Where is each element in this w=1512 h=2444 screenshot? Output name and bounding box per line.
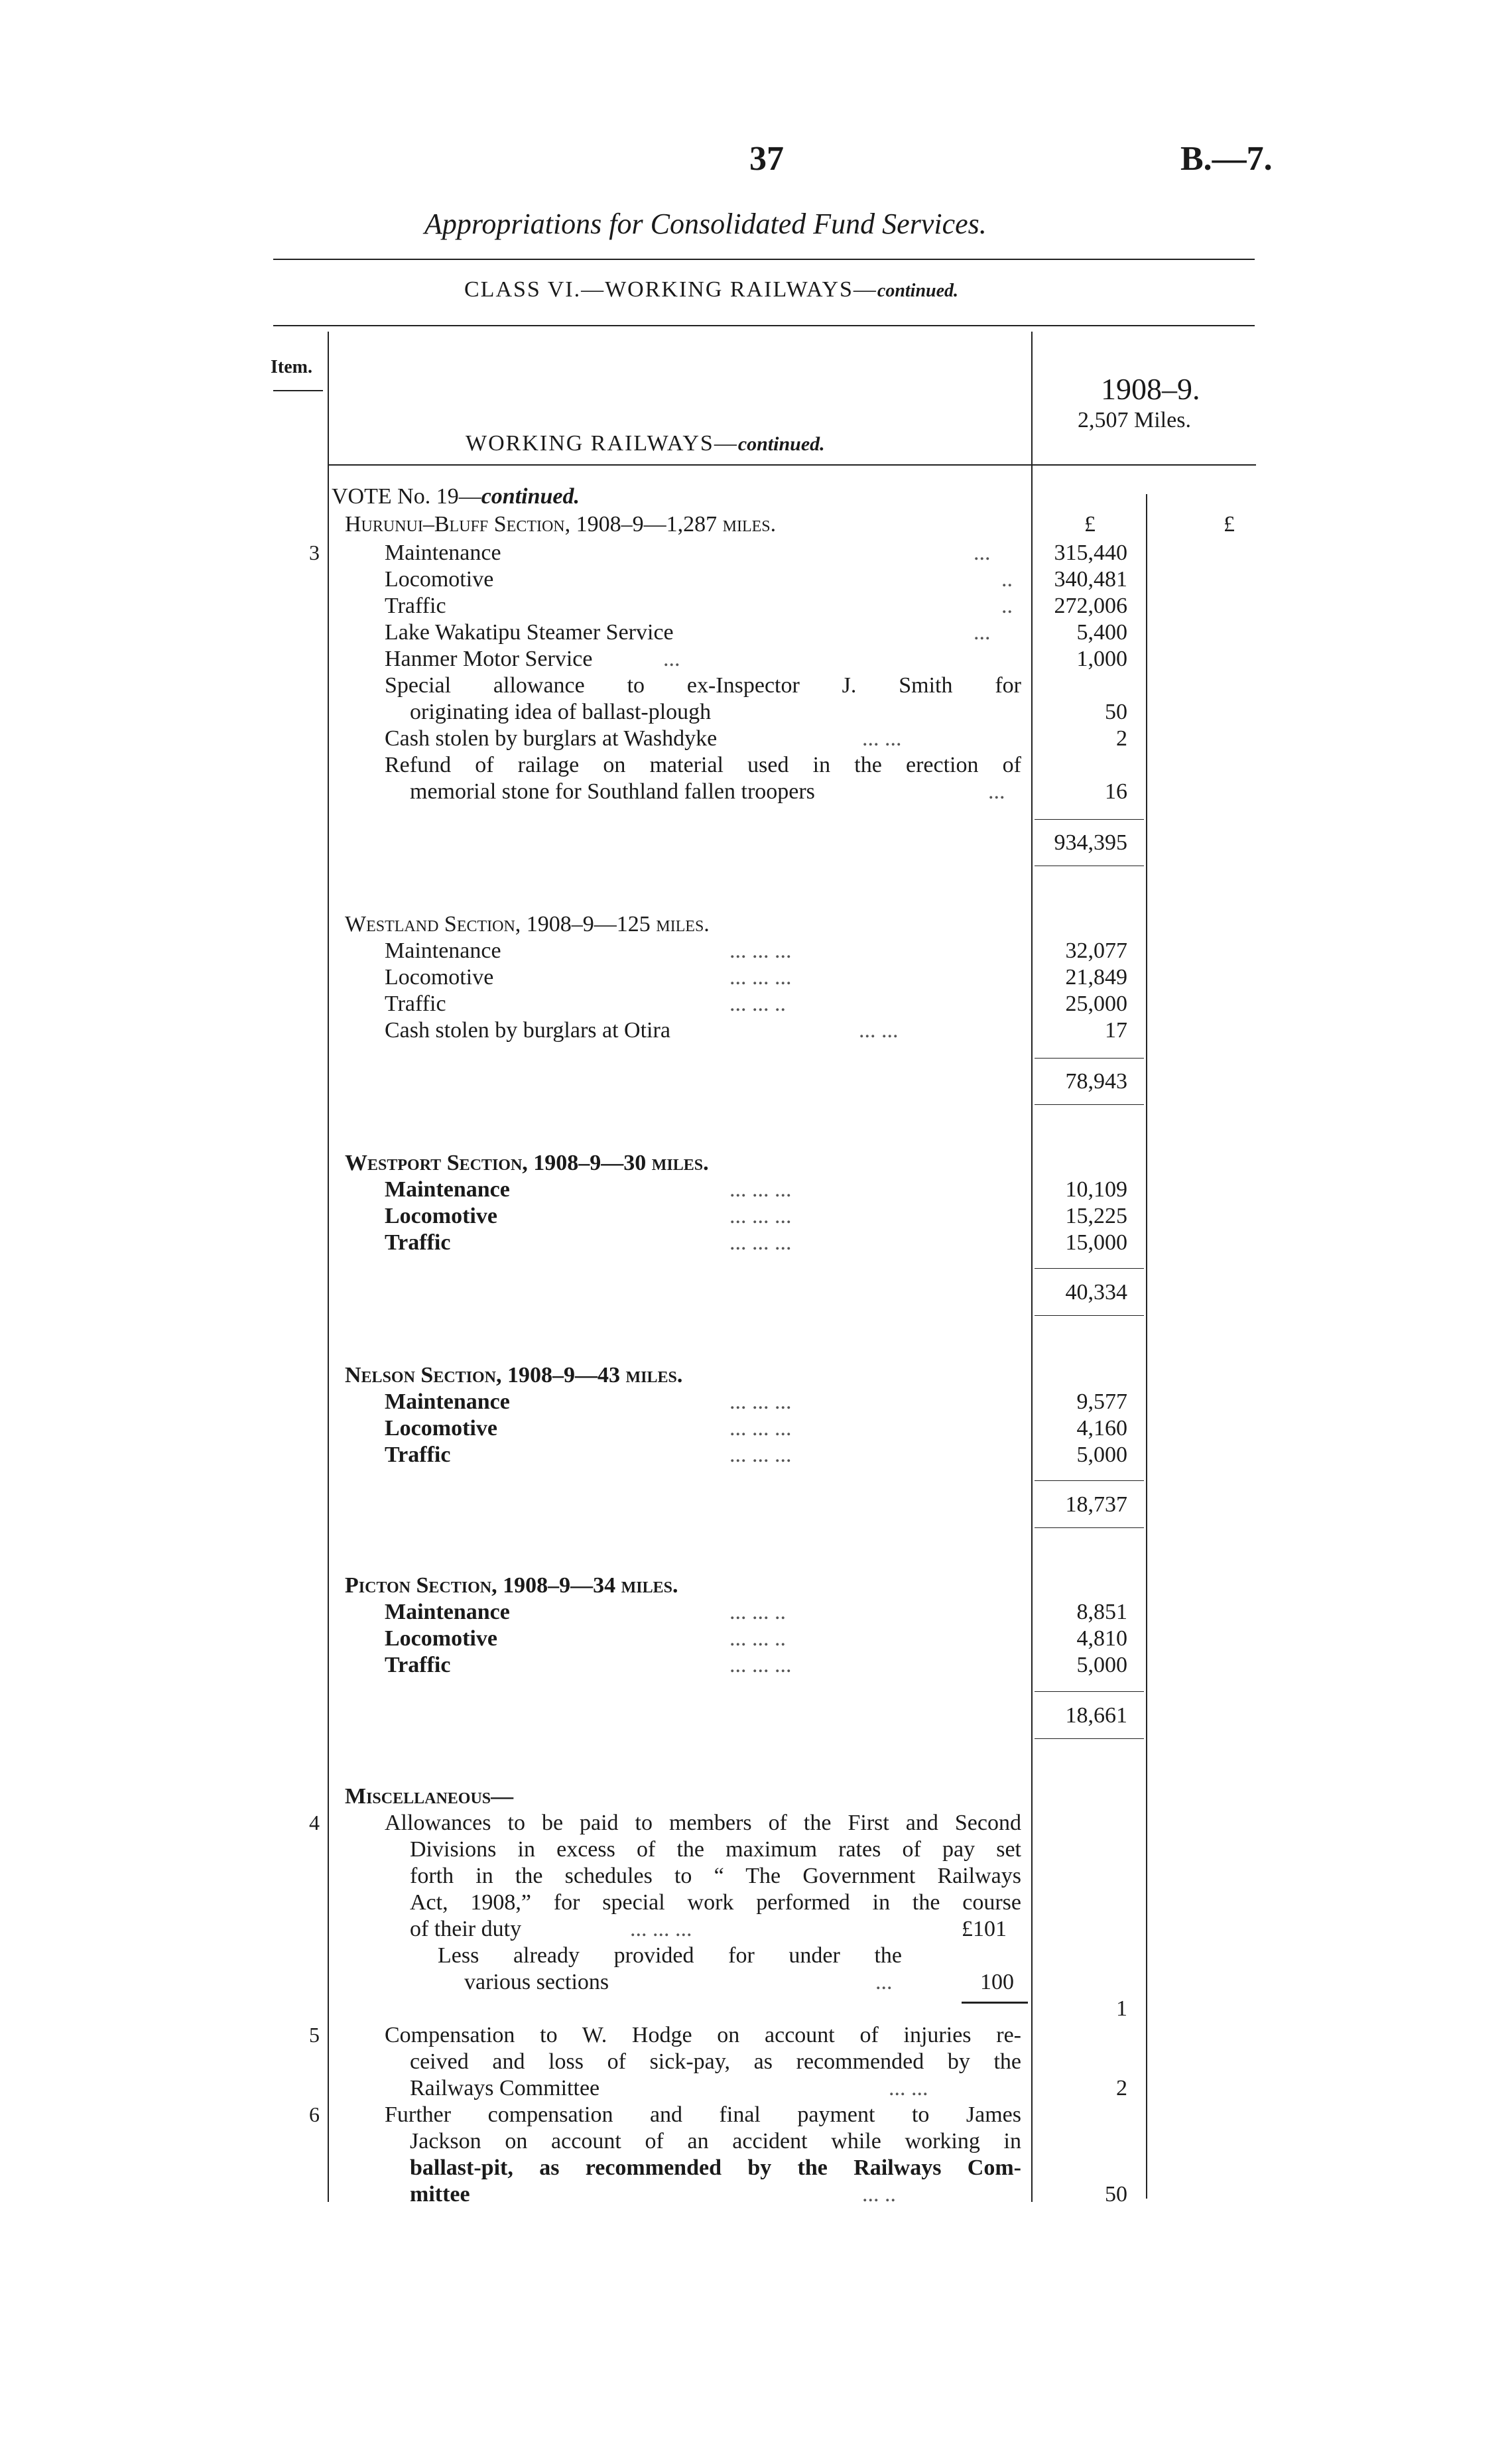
leader-dots: ... ... ..	[729, 992, 786, 1016]
vote-label: VOTE No. 19—	[332, 484, 481, 509]
line-label: Traffic	[385, 1443, 451, 1467]
item-column-header: Item.	[271, 357, 312, 377]
leader-dots: ... ... ..	[729, 1600, 786, 1624]
section-total: 78,943	[1065, 1069, 1127, 1094]
further-compensation-line: ballast-pit, as recommended by the Railways Com-	[410, 2155, 1021, 2180]
subtotal-rule	[1035, 1691, 1144, 1692]
line-label: Locomotive	[385, 1204, 497, 1228]
line-value: 4,810	[1076, 1626, 1127, 1651]
line-label: Maintenance	[385, 541, 501, 565]
line-label: Traffic	[385, 594, 446, 618]
line-label: Traffic	[385, 992, 446, 1016]
line-label: Cash stolen by burglars at Otira	[385, 1018, 670, 1043]
subtotal-rule	[1035, 1480, 1144, 1481]
section-total: 18,737	[1065, 1492, 1127, 1517]
subtotal-rule	[1035, 1315, 1144, 1316]
duty-amount: £101	[962, 1917, 1007, 1941]
page-number: 37	[749, 140, 784, 178]
document-reference: B.—7.	[1180, 140, 1273, 178]
leader-dots: ... ... ...	[729, 1230, 792, 1255]
subtotal-rule	[1035, 1104, 1144, 1105]
line-value: 1,000	[1076, 647, 1127, 671]
item-amount: 2	[1116, 2076, 1127, 2100]
line-label: Traffic	[385, 1653, 451, 1677]
section-total: 934,395	[1054, 830, 1127, 855]
less-provided-line1: Less already provided for under the	[438, 1943, 902, 1968]
item-amount: 50	[1105, 2182, 1127, 2207]
leader-dots: ...	[663, 647, 680, 671]
deduction-rule	[962, 2002, 1028, 2004]
refund-line2: memorial stone for Southland fallen troopers	[410, 779, 815, 804]
leader-dots: ... ...	[862, 726, 902, 751]
line-value: 25,000	[1065, 992, 1127, 1016]
hurunui-heading: Hurunui–Bluff Section, 1908–9—1,287 miles.	[345, 512, 777, 537]
compensation-line: ceived and loss of sick-pay, as recommended by the	[410, 2049, 1021, 2074]
line-value: 340,481	[1054, 567, 1127, 592]
cash-stolen-value: 2	[1116, 726, 1127, 751]
page-title: Appropriations for Consolidated Fund Services.	[424, 208, 987, 240]
leader-dots: ... ... ...	[729, 1389, 792, 1414]
line-value: 17	[1105, 1018, 1127, 1043]
picton-heading: Picton Section, 1908–9—34 miles.	[345, 1573, 678, 1598]
title-rule	[273, 259, 1255, 260]
item-number: 5	[309, 2023, 320, 2047]
leader-dots: ... ... ...	[729, 1177, 792, 1202]
item-number: 3	[309, 541, 320, 564]
section-heading-suffix: continued.	[737, 433, 825, 455]
leader-dots: ... ...	[859, 1018, 899, 1043]
leader-dots: ... ... ...	[630, 1917, 692, 1941]
class-title-suffix: continued.	[877, 281, 959, 301]
section-total: 18,661	[1065, 1703, 1127, 1728]
header-rule	[273, 325, 1255, 326]
special-allowance-value: 50	[1105, 700, 1127, 724]
subtotal-rule	[1035, 1058, 1144, 1059]
item-number: 6	[309, 2102, 320, 2126]
refund-value: 16	[1105, 779, 1127, 804]
further-compensation-line: Further compensation and final payment to James	[385, 2102, 1021, 2127]
item-column-divider	[328, 332, 329, 2202]
leader-dots: ... ... ...	[729, 1416, 792, 1441]
leader-dots: ...	[974, 620, 991, 645]
line-label: Lake Wakatipu Steamer Service	[385, 620, 674, 645]
line-label: Locomotive	[385, 567, 494, 592]
line-label: Traffic	[385, 1230, 451, 1255]
further-compensation-line: Jackson on account of an accident while working in	[410, 2129, 1021, 2154]
subtotal-rule	[1035, 1527, 1144, 1528]
leader-dots: ... ... ...	[729, 1204, 792, 1228]
miscellaneous-heading: Miscellaneous—	[345, 1784, 514, 1809]
line-value: 15,000	[1065, 1230, 1127, 1255]
line-label: Maintenance	[385, 1389, 510, 1414]
line-value: 4,160	[1076, 1416, 1127, 1441]
leader-dots: ... ..	[862, 2182, 896, 2207]
leader-dots: ... ... ...	[729, 1653, 792, 1677]
leader-dots: ...	[875, 1970, 893, 1994]
special-allowance-line2: originating idea of ballast-plough	[410, 700, 712, 724]
year-header: 1908–9.	[1101, 372, 1200, 406]
leader-dots: ..	[1001, 567, 1013, 592]
line-value: 8,851	[1076, 1600, 1127, 1624]
line-value: 10,109	[1065, 1177, 1127, 1202]
line-label: Maintenance	[385, 1177, 510, 1202]
line-value: 5,000	[1076, 1443, 1127, 1467]
leader-dots: ... ... ..	[729, 1626, 786, 1651]
allowance-line: forth in the schedules to “ The Government Railways	[410, 1864, 1021, 1888]
line-value: 21,849	[1065, 965, 1127, 990]
line-label: Locomotive	[385, 965, 494, 990]
line-value: 5,000	[1076, 1653, 1127, 1677]
leader-dots: ... ...	[889, 2076, 928, 2100]
section-heading	[466, 431, 825, 456]
leader-dots: ... ... ...	[729, 938, 792, 963]
line-label: Hanmer Motor Service	[385, 647, 593, 671]
leader-dots: ...	[974, 541, 991, 565]
special-allowance-line1: Special allowance to ex-Inspector J. Smith for	[385, 673, 1021, 698]
miles-header: 2,507 Miles.	[1078, 408, 1191, 432]
class-title-text: CLASS VI.—WORKING RAILWAYS—	[464, 277, 877, 302]
subtotal-rule	[1035, 1738, 1144, 1739]
column-header-rule	[328, 464, 1256, 466]
item-amount: 1	[1116, 1996, 1127, 2021]
refund-line1: Refund of railage on material used in the erection of	[385, 753, 1021, 777]
vote-suffix: continued.	[481, 484, 580, 509]
compensation-line: Compensation to W. Hodge on account of injuries re-	[385, 2023, 1021, 2047]
allowance-line: Allowances to be paid to members of the First and Second	[385, 1811, 1021, 1835]
line-value: 315,440	[1054, 541, 1127, 565]
section-total: 40,334	[1065, 1280, 1127, 1305]
subtotal-rule	[1035, 1268, 1144, 1269]
class-title	[464, 277, 958, 302]
leader-dots: ...	[988, 779, 1005, 804]
vote-heading	[332, 484, 580, 509]
allowance-line: Divisions in excess of the maximum rates of pay set	[410, 1837, 1021, 1862]
allowance-line: Act, 1908,” for special work performed in the course	[410, 1890, 1021, 1915]
less-provided-line2: various sections	[464, 1970, 609, 1994]
line-label: Locomotive	[385, 1626, 497, 1651]
duty-label: of their duty	[410, 1917, 522, 1941]
westport-heading: Westport Section, 1908–9—30 miles.	[345, 1151, 709, 1175]
section-heading-text: WORKING RAILWAYS—	[466, 431, 738, 456]
compensation-line: Railways Committee	[410, 2076, 600, 2100]
line-label: Maintenance	[385, 1600, 510, 1624]
line-value: 9,577	[1076, 1389, 1127, 1414]
leader-dots: ... ... ...	[729, 1443, 792, 1467]
leader-dots: ... ... ...	[729, 965, 792, 990]
subtotal-rule	[1035, 819, 1144, 820]
westland-heading: Westland Section, 1908–9—125 miles.	[345, 912, 710, 936]
amount-column-divider	[1031, 332, 1033, 2202]
cash-stolen-label: Cash stolen by burglars at Washdyke	[385, 726, 718, 751]
line-value: 272,006	[1054, 594, 1127, 618]
line-value: 15,225	[1065, 1204, 1127, 1228]
line-label: Maintenance	[385, 938, 501, 963]
line-value: 5,400	[1076, 620, 1127, 645]
item-header-rule	[273, 390, 323, 391]
less-provided-amount: 100	[980, 1970, 1014, 1994]
nelson-heading: Nelson Section, 1908–9—43 miles.	[345, 1363, 683, 1387]
line-value: 32,077	[1065, 938, 1127, 963]
item-number: 4	[309, 1811, 320, 1834]
total-column-divider	[1146, 494, 1147, 2199]
leader-dots: ..	[1001, 594, 1013, 618]
currency-symbol-1: £	[1084, 512, 1096, 537]
currency-symbol-2: £	[1224, 512, 1235, 537]
line-label: Locomotive	[385, 1416, 497, 1441]
further-compensation-line: mittee	[410, 2182, 470, 2207]
